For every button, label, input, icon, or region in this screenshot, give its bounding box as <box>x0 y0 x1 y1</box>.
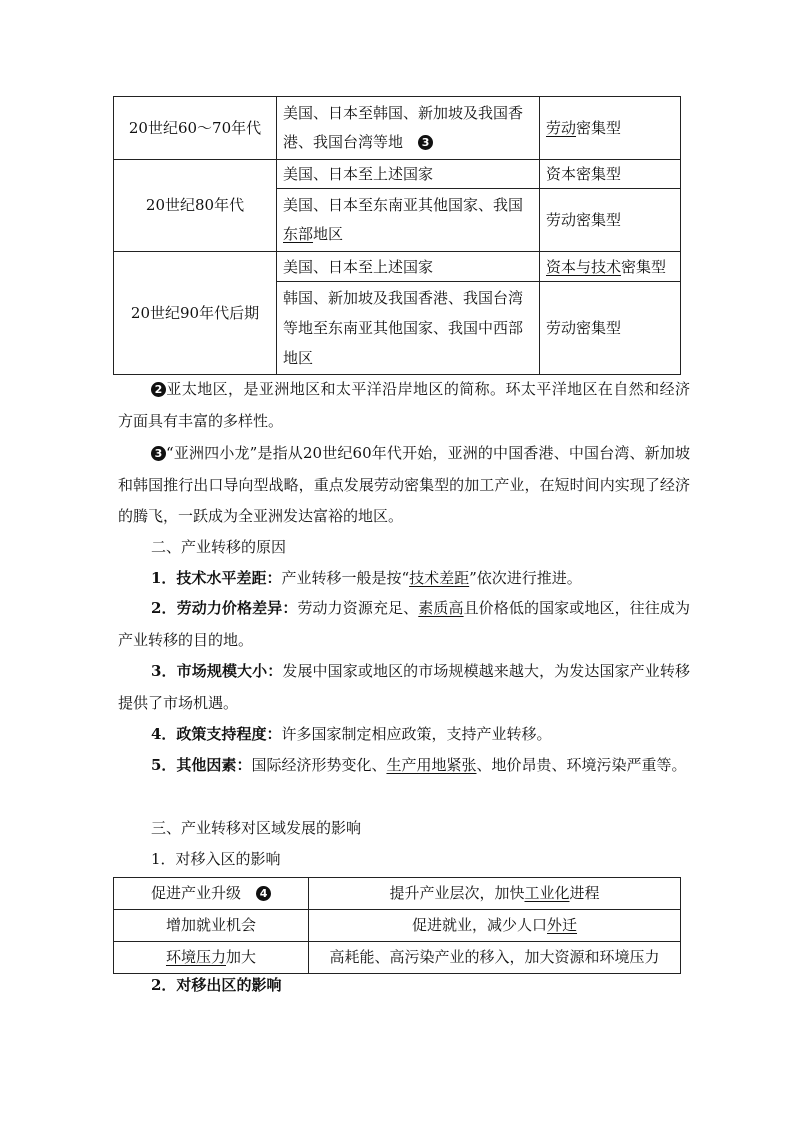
industry-type-cell: 劳动密集型 <box>540 282 681 375</box>
reason-item: 2．劳动力价格差异：劳动力资源充足、素质高且价格低的国家或地区，往往成为产业转移的目的地。 <box>118 599 690 649</box>
note-3-paragraph: 3 “亚洲四小龙”是指从20世纪60年代开始，亚洲的中国香港、中国台湾、新加坡和韩国推行出口导向型战略，重点发展劳动密集型的加工产业，在短时间内实现了经济的腾飞，一跃成为全亚洲发达富裕的地区。 <box>118 444 690 525</box>
impact-label-cell: 增加就业机会 <box>114 910 309 942</box>
industry-transfer-table <box>113 96 681 375</box>
period-cell: 20世纪60～70年代 <box>114 97 277 160</box>
period-cell: 20世纪80年代 <box>114 160 277 252</box>
note-marker-4-icon: 4 <box>256 886 271 901</box>
reason-item: 3．市场规模大小：发展中国家或地区的市场规模越来越大，为发达国家产业转移提供了市场机遇。 <box>118 662 690 712</box>
impact-detail-cell: 促进就业，减少人口外迁 <box>309 910 681 942</box>
reason-item: 4．政策支持程度：许多国家制定相应政策，支持产业转移。 <box>151 725 552 743</box>
note-2-paragraph: 2 亚太地区，是亚洲地区和太平洋沿岸地区的简称。环太平洋地区在自然和经济方面具有丰富的多样性。 <box>118 380 690 430</box>
note-marker-3-icon: 3 <box>418 135 433 150</box>
period-cell: 20世纪90年代后期 <box>114 252 277 375</box>
industry-type-cell: 资本与技术密集型 <box>540 252 681 282</box>
note-marker-3-icon: 3 <box>151 446 166 461</box>
impact-detail-cell: 高耗能、高污染产业的移入，加大资源和环境压力 <box>309 942 681 974</box>
industry-type-cell: 劳动密集型 <box>540 97 681 160</box>
impact-label-cell: 环境压力加大 <box>114 942 309 974</box>
section-heading: 二、产业转移的原因 <box>151 538 287 556</box>
subsection-heading: 2．对移出区的影响 <box>151 976 282 994</box>
impact-table <box>113 877 681 974</box>
reason-item: 5．其他因素：国际经济形势变化、生产用地紧张、地价昂贵、环境污染严重等。 <box>151 756 687 774</box>
region-cell: 美国、日本至上述国家 <box>277 160 540 189</box>
industry-type-cell: 资本密集型 <box>540 160 681 189</box>
region-cell: 韩国、新加坡及我国香港、我国台湾等地至东南亚其他国家、我国中西部地区 <box>277 282 540 375</box>
reason-item: 1．技术水平差距：产业转移一般是按“技术差距”依次进行推进。 <box>151 569 582 587</box>
industry-type-cell: 劳动密集型 <box>540 189 681 252</box>
region-cell: 美国、日本至韩国、新加坡及我国香港、我国台湾等地 3 <box>277 97 540 160</box>
section-heading: 三、产业转移对区域发展的影响 <box>151 819 362 837</box>
region-cell: 美国、日本至东南亚其他国家、我国东部地区 <box>277 189 540 252</box>
subsection-heading: 1．对移入区的影响 <box>151 850 281 868</box>
impact-detail-cell: 提升产业层次，加快工业化进程 <box>309 878 681 910</box>
region-cell: 美国、日本至上述国家 <box>277 252 540 282</box>
note-marker-2-icon: 2 <box>151 382 166 397</box>
impact-label-cell: 促进产业升级 4 <box>114 878 309 910</box>
